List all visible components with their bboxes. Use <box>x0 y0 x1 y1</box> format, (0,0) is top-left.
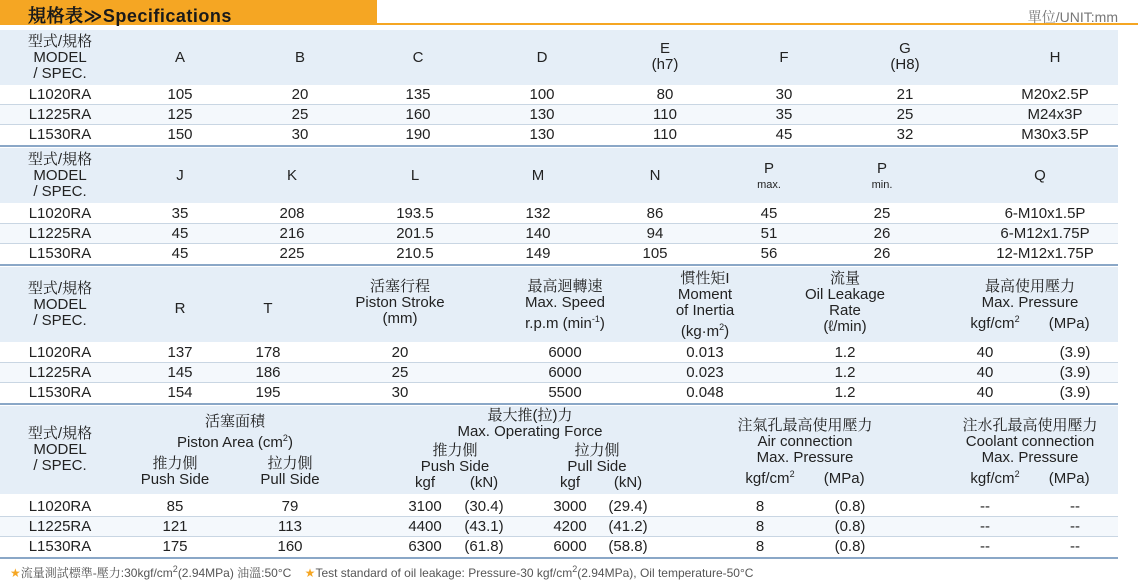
cell: 195 <box>255 384 281 401</box>
cell: -- <box>980 538 990 555</box>
cell: 132 <box>525 205 551 222</box>
cell: (3.9) <box>1059 384 1091 401</box>
table-row <box>0 224 1118 243</box>
col-header-k: K <box>286 167 297 184</box>
cell: 32 <box>896 126 914 143</box>
unit-label: 單位/UNIT:mm <box>1027 9 1118 25</box>
cell: 216 <box>279 225 305 242</box>
cell: 56 <box>760 245 778 262</box>
cell: 1.2 <box>834 384 856 401</box>
col-header-c: C <box>412 49 424 66</box>
table1-header <box>0 30 1118 85</box>
cell: 26 <box>873 225 891 242</box>
cell: 4200 <box>553 518 587 535</box>
cell: 40 <box>976 364 994 381</box>
cell: 105 <box>167 86 193 103</box>
model-cell: L1225RA <box>28 225 92 242</box>
cell: 178 <box>255 344 281 361</box>
table-row <box>0 244 1118 263</box>
model-cell: L1225RA <box>28 106 92 123</box>
section-divider <box>0 403 1118 405</box>
cell: 175 <box>162 538 188 555</box>
cell: 201.5 <box>396 225 434 242</box>
section-divider <box>0 145 1118 147</box>
col-header-air-pressure: 注氣孔最高使用壓力 Air connection Max. Pressure kgf/$cm^2$ (MPa) <box>737 417 873 487</box>
cell: (0.8) <box>834 518 866 535</box>
cell: 100 <box>529 86 555 103</box>
cell: 25 <box>391 364 409 381</box>
cell: (29.4) <box>608 498 648 515</box>
col-header-area-pull: 拉力側 Pull Side <box>260 455 320 488</box>
col-header-h: H <box>1049 49 1061 66</box>
col-header-inertia: 慣性矩I Moment of Inertia $(kg\cdot m^2)$ <box>675 270 735 340</box>
col-header-push-kn: (kN) <box>469 474 499 491</box>
cell: 6-M10x1.5P <box>1004 205 1086 222</box>
cell: 105 <box>642 245 668 262</box>
col-header-e: E (h7) <box>651 40 679 73</box>
col-header-stroke: 活塞行程 Piston Stroke (mm) <box>355 278 445 327</box>
cell: 130 <box>529 126 555 143</box>
cell: (30.4) <box>464 498 504 515</box>
cell: 85 <box>166 498 184 515</box>
col-header-p-min: P min. <box>871 160 893 191</box>
cell: 1.2 <box>834 344 856 361</box>
cell: 45 <box>171 245 189 262</box>
cell: 51 <box>760 225 778 242</box>
col-header-pressure: 最高使用壓力 Max. Pressure kgf/$cm^2$ (MPa) <box>970 278 1090 332</box>
col-header-force-pull: 拉力側 Pull Side <box>567 442 627 475</box>
cell: 137 <box>167 344 193 361</box>
table4-header <box>0 406 1118 494</box>
star-icon: ★ <box>304 566 316 580</box>
model-cell: L1020RA <box>28 86 92 103</box>
cell: 0.023 <box>686 364 724 381</box>
col-header-piston-area: 活塞面積 Piston Area $(cm^2)$ <box>177 413 293 451</box>
cell: 186 <box>255 364 281 381</box>
cell: -- <box>1070 498 1080 515</box>
model-cell: L1530RA <box>28 538 92 555</box>
col-header-n: N <box>649 167 661 184</box>
col-header-r: R <box>174 300 186 317</box>
cell: 12-M12x1.75P <box>996 245 1094 262</box>
cell: 26 <box>873 245 891 262</box>
page-title: 規格表≫Specifications <box>28 6 232 26</box>
cell: 8 <box>755 538 765 555</box>
section-divider <box>0 557 1118 559</box>
cell: 193.5 <box>396 205 434 222</box>
table-row <box>0 383 1118 402</box>
table-row <box>0 204 1118 223</box>
cell: -- <box>980 518 990 535</box>
cell: 6-M12x1.75P <box>1000 225 1090 242</box>
cell: (58.8) <box>608 538 648 555</box>
col-header-force-push: 推力側 Push Side <box>420 442 490 475</box>
cell: (0.8) <box>834 498 866 515</box>
col-header-area-push: 推力側 Push Side <box>140 455 210 488</box>
cell: 3100 <box>408 498 442 515</box>
cell: 1.2 <box>834 364 856 381</box>
col-header-leakage: 流量 Oil Leakage Rate (ℓ/min) <box>804 270 886 335</box>
model-header: 型式/規格 MODEL / SPEC. <box>27 151 93 200</box>
col-header-coolant-pressure: 注水孔最高使用壓力 Coolant connection Max. Pressure kgf/$cm^2$ (MPa) <box>962 417 1098 487</box>
cell: 45 <box>775 126 793 143</box>
cell: 149 <box>525 245 551 262</box>
cell: 40 <box>976 344 994 361</box>
cell: 8 <box>755 518 765 535</box>
section-divider <box>0 264 1118 266</box>
cell: 30 <box>391 384 409 401</box>
title-underline <box>377 23 1138 25</box>
cell: (3.9) <box>1059 364 1091 381</box>
col-header-pull-kn: (kN) <box>613 474 643 491</box>
cell: 8 <box>755 498 765 515</box>
cell: 208 <box>279 205 305 222</box>
cell: M20x2.5P <box>1021 86 1089 103</box>
cell: 140 <box>525 225 551 242</box>
cell: 125 <box>167 106 193 123</box>
cell: 3000 <box>553 498 587 515</box>
model-cell: L1225RA <box>28 518 92 535</box>
cell: -- <box>980 498 990 515</box>
cell: 20 <box>291 86 309 103</box>
model-cell: L1530RA <box>28 126 92 143</box>
cell: 86 <box>646 205 664 222</box>
cell: 6300 <box>408 538 442 555</box>
model-cell: L1530RA <box>28 384 92 401</box>
cell: 40 <box>976 384 994 401</box>
table3-header <box>0 267 1118 342</box>
model-header: 型式/規格 MODEL / SPEC. <box>27 33 93 82</box>
cell: M30x3.5P <box>1021 126 1089 143</box>
cell: 150 <box>167 126 193 143</box>
col-header-p-max: P max. <box>757 160 781 191</box>
col-header-q: Q <box>1034 167 1046 184</box>
col-header-l: L <box>410 167 420 184</box>
table-row <box>0 343 1118 362</box>
cell: 110 <box>653 106 677 123</box>
model-header: 型式/規格 MODEL / SPEC. <box>27 280 93 329</box>
table2-header <box>0 148 1118 203</box>
cell: -- <box>1070 518 1080 535</box>
col-header-f: F <box>779 49 789 66</box>
cell: 35 <box>171 205 189 222</box>
cell: 4400 <box>408 518 442 535</box>
table-row <box>0 363 1118 382</box>
cell: 160 <box>277 538 303 555</box>
cell: -- <box>1070 538 1080 555</box>
cell: 79 <box>281 498 299 515</box>
col-header-pull-kgf: kgf <box>559 474 580 491</box>
table-row <box>0 85 1118 104</box>
table-row <box>0 105 1118 124</box>
col-header-push-kgf: kgf <box>414 474 435 491</box>
cell: 21 <box>896 86 914 103</box>
model-header: 型式/規格 MODEL / SPEC. <box>27 425 93 474</box>
cell: 135 <box>405 86 431 103</box>
table-row <box>0 125 1118 144</box>
model-cell: L1225RA <box>28 364 92 381</box>
cell: (43.1) <box>464 518 504 535</box>
cell: (3.9) <box>1059 344 1091 361</box>
cell: 145 <box>167 364 193 381</box>
star-icon: ★ <box>10 566 21 580</box>
col-header-j: J <box>176 167 184 184</box>
col-header-a: A <box>174 49 185 66</box>
cell: 25 <box>291 106 309 123</box>
cell: 121 <box>162 518 188 535</box>
cell: 190 <box>405 126 431 143</box>
model-cell: L1530RA <box>28 245 92 262</box>
cell: 30 <box>775 86 793 103</box>
col-header-g: G (H8) <box>890 40 920 73</box>
col-header-m: M <box>531 167 545 184</box>
cell: 110 <box>653 126 677 143</box>
model-cell: L1020RA <box>28 344 92 361</box>
col-header-d: D <box>536 49 548 66</box>
cell: 6000 <box>548 364 582 381</box>
cell: 30 <box>291 126 309 143</box>
table-row <box>0 497 1118 516</box>
cell: 25 <box>873 205 891 222</box>
footer-note: ★流量測試標準-壓力$:30kgf/cm^2(2.94MPa)$ 油溫:50°C ★Test standard of oil leakage: Pressure-30 kgf/$cm^2(2.94MPa)$, Oil temperature-50°C <box>10 564 754 580</box>
cell: 113 <box>278 518 302 535</box>
cell: 80 <box>656 86 674 103</box>
model-cell: L1020RA <box>28 205 92 222</box>
cell: 160 <box>405 106 431 123</box>
cell: 25 <box>896 106 914 123</box>
cell: (61.8) <box>464 538 504 555</box>
cell: 225 <box>279 245 305 262</box>
cell: 6000 <box>553 538 587 555</box>
cell: 35 <box>775 106 793 123</box>
table-row <box>0 537 1118 556</box>
cell: (41.2) <box>608 518 648 535</box>
cell: 5500 <box>548 384 582 401</box>
cell: 154 <box>167 384 193 401</box>
cell: (0.8) <box>834 538 866 555</box>
table-row <box>0 517 1118 536</box>
model-cell: L1020RA <box>28 498 92 515</box>
cell: 45 <box>171 225 189 242</box>
cell: M24x3P <box>1027 106 1083 123</box>
cell: 6000 <box>548 344 582 361</box>
cell: 0.013 <box>686 344 724 361</box>
cell: 45 <box>760 205 778 222</box>
title-bar <box>0 0 1138 25</box>
cell: 0.048 <box>686 384 724 401</box>
cell: 20 <box>391 344 409 361</box>
cell: 94 <box>646 225 664 242</box>
cell: 130 <box>529 106 555 123</box>
col-header-t: T <box>263 300 273 317</box>
col-header-b: B <box>294 49 305 66</box>
col-header-speed: 最高迴轉速 Max. Speed r.p.m $(\min^{-1})$ <box>524 278 606 332</box>
cell: 210.5 <box>396 245 434 262</box>
col-header-operating-force: 最大推(拉)力 Max. Operating Force <box>457 407 603 440</box>
